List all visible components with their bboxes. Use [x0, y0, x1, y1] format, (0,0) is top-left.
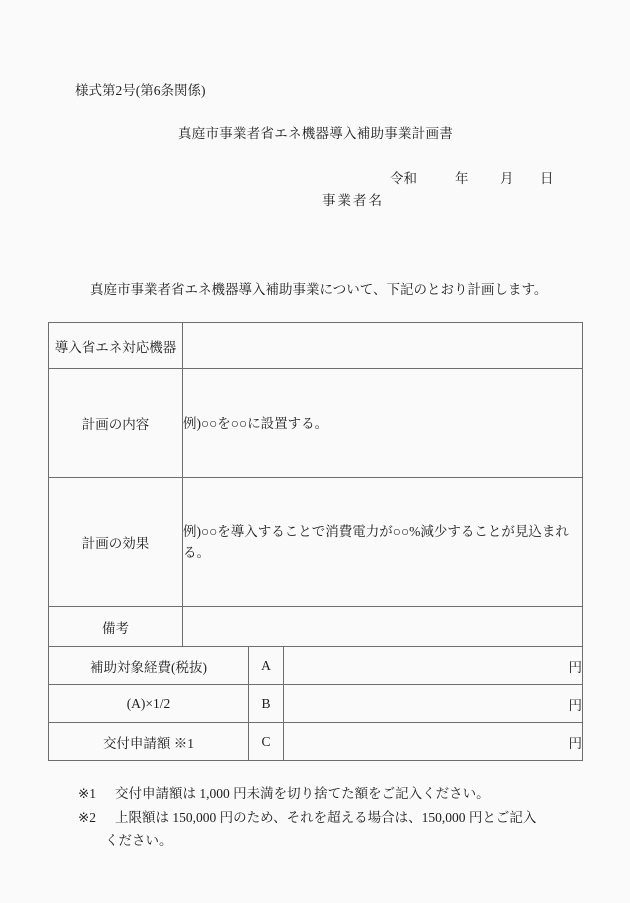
footnote-2	[78, 810, 536, 826]
amount-code-a: A	[249, 647, 284, 685]
date-era-label: 令和	[390, 171, 417, 186]
amount-label-half: (A)×1/2	[49, 685, 249, 723]
amount-unit-b: 円	[284, 685, 583, 723]
row-label-plan-content: 計画の内容	[49, 369, 183, 478]
row-label-plan-effect: 計画の効果	[49, 478, 183, 607]
table-row	[49, 723, 583, 761]
row-value-plan-content: 例)○○を○○に設置する。	[183, 369, 583, 478]
row-label-equipment: 導入省エネ対応機器	[49, 323, 183, 369]
table-row	[49, 685, 583, 723]
row-value-remarks	[183, 607, 583, 647]
footnote-2-continuation	[105, 833, 173, 849]
footnote-1	[78, 786, 490, 802]
date-month-label: 月	[500, 171, 514, 186]
form-number: 様式第2号(第6条関係)	[75, 83, 206, 98]
amount-label-subsidy-target: 補助対象経費(税抜)	[49, 647, 249, 685]
amount-code-b: B	[249, 685, 284, 723]
date-day-label: 日	[540, 171, 554, 186]
amount-unit-c: 円	[284, 723, 583, 761]
amount-table	[48, 646, 583, 761]
table-row	[49, 369, 583, 478]
plan-table	[48, 322, 583, 647]
page-title: 真庭市事業者省エネ機器導入補助事業計画書	[178, 126, 453, 141]
table-row	[49, 607, 583, 647]
footnote-2-text: 上限額は 150,000 円のため、それを超える場合は、150,000 円とご記入	[115, 810, 537, 825]
plan-table-wrap	[48, 322, 582, 761]
footnote-2-marker: ※2	[78, 810, 97, 825]
footnote-1-marker: ※1	[78, 786, 97, 801]
row-label-remarks: 備考	[49, 607, 183, 647]
table-row	[49, 478, 583, 607]
date-year-label: 年	[455, 171, 469, 186]
business-name-label: 事業者名	[322, 193, 384, 208]
table-row	[49, 323, 583, 369]
table-row	[49, 647, 583, 685]
row-value-equipment	[183, 323, 583, 369]
amount-unit-a: 円	[284, 647, 583, 685]
footnote-1-text: 交付申請額は 1,000 円未満を切り捨てた額をご記入ください。	[115, 786, 490, 801]
amount-code-c: C	[249, 723, 284, 761]
amount-label-application: 交付申請額 ※1	[49, 723, 249, 761]
footnote-2-continuation-text: ください。	[105, 833, 173, 848]
row-value-plan-effect: 例)○○を導入することで消費電力が○○%減少することが見込まれる。	[183, 478, 583, 607]
intro-sentence: 真庭市事業者省エネ機器導入補助事業について、下記のとおり計画します。	[90, 282, 548, 297]
